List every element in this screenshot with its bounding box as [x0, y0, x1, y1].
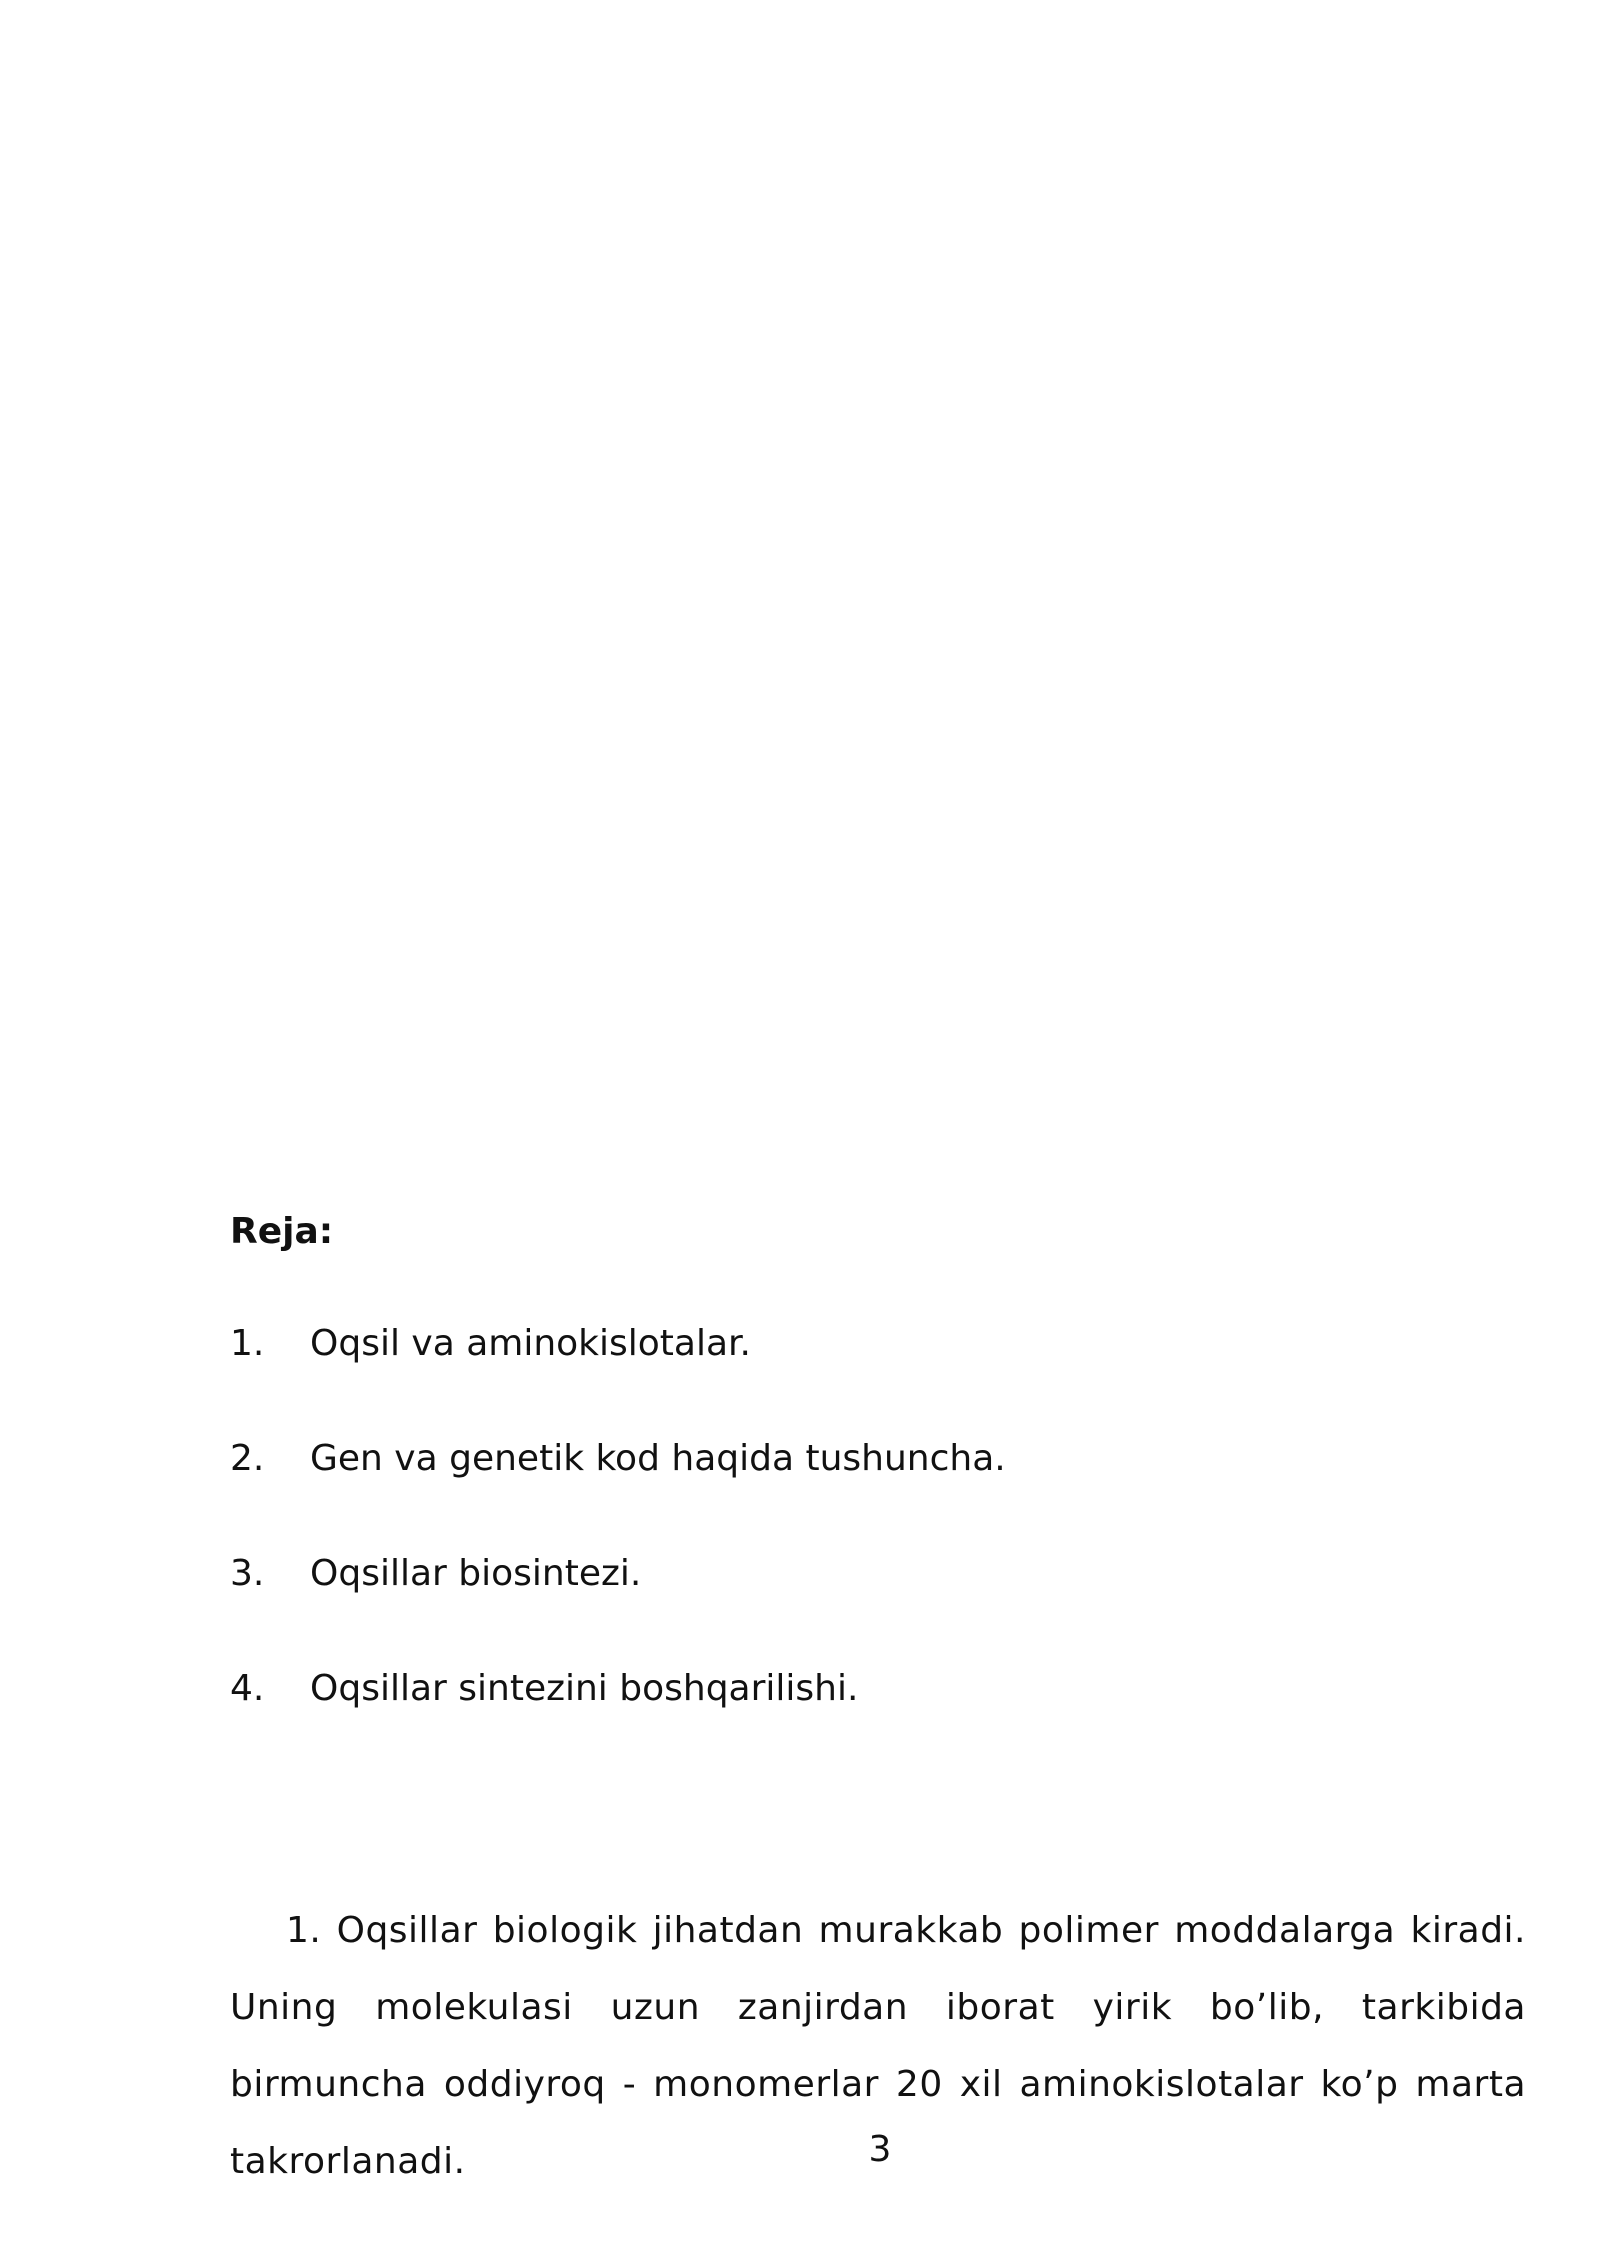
body-paragraph: 1. Oqsillar biologik jihatdan murakkab polimer moddalarga kiradi. Uning molekulasi uzun zanjirdan iborat yirik bo’lib, tarkibida birmuncha oddiyroq - monomerlar 20 xil aminokislotalar ko’p marta takrorlanadi.: [230, 1910, 1526, 2182]
plan-item-number: 1.: [230, 1323, 265, 1364]
plan-item-number: 3.: [230, 1553, 265, 1594]
plan-item-text: Oqsil va aminokislotalar.: [310, 1323, 751, 1364]
plan-item-text: Oqsillar biosintezi.: [310, 1553, 642, 1594]
plan-item-text: Oqsillar sintezini boshqarilishi.: [310, 1668, 859, 1709]
plan-item-number: 4.: [230, 1668, 265, 1709]
plan-item-text: Gen va genetik kod haqida tushuncha.: [310, 1438, 1006, 1479]
plan-heading: Reja:: [230, 1211, 334, 1252]
plan-item-number: 2.: [230, 1438, 265, 1479]
page-number: 3: [868, 2129, 892, 2170]
